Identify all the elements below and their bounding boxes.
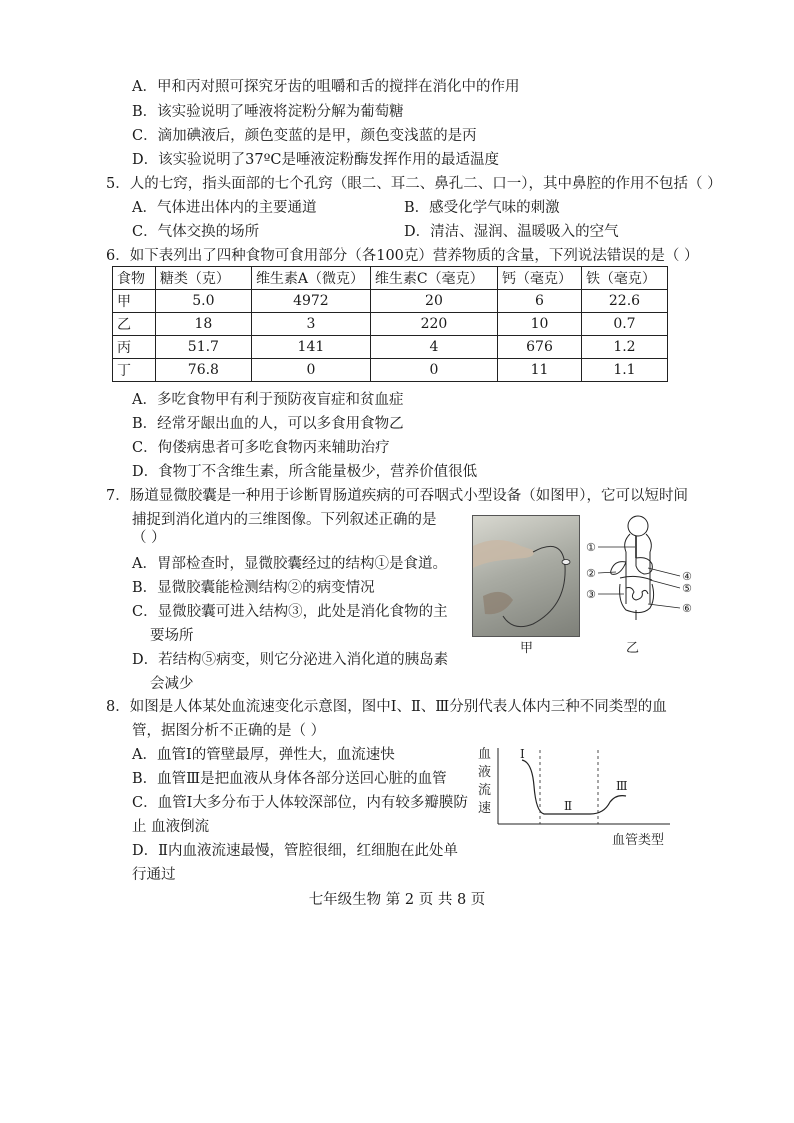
table-header-cell: 食物 — [113, 267, 156, 290]
q7-option-d-line2: 会减少 — [150, 676, 194, 692]
q8-option-d-line1: D．Ⅱ内血液流速最慢，管腔很细，红细胞在此处单 — [132, 843, 458, 859]
table-cell: 丙 — [113, 336, 156, 359]
q5-option-c: C．气体交换的场所 — [132, 224, 260, 240]
table-header-cell: 铁（毫克） — [581, 267, 667, 290]
table-cell: 5.0 — [155, 290, 251, 313]
nutrition-table — [112, 266, 668, 382]
digestive-system-diagram — [586, 512, 696, 640]
table-row — [113, 313, 668, 336]
hand-with-capsule-illustration — [473, 516, 579, 636]
q8-option-a: A．血管Ⅰ的管壁最厚，弹性大，血流速快 — [132, 747, 395, 763]
q7-answer-paren: （ ） — [132, 530, 166, 546]
q7-option-c-line2: 要场所 — [150, 628, 194, 644]
figure-jia-caption: 甲 — [520, 641, 534, 656]
chart-xlabel: 血管类型 — [612, 833, 665, 848]
capsule-photo — [472, 515, 580, 637]
q8-option-c-line2: 止 血液倒流 — [132, 819, 210, 835]
q4-option-d: D．该实验说明了37ºC是唾液淀粉酶发挥作用的最适温度 — [132, 152, 499, 168]
q6-option-b: B．经常牙龈出血的人，可以多食用食物乙 — [132, 416, 404, 432]
chart-seg-label-1: Ⅰ — [520, 747, 525, 761]
page-footer: 七年级生物 第 2 页 共 8 页 — [308, 892, 486, 908]
chart-ylabel-4: 速 — [478, 801, 492, 816]
q7-option-b: B．显微胶囊能检测结构②的病变情况 — [132, 580, 375, 596]
table-cell: 18 — [155, 313, 251, 336]
table-cell: 0 — [251, 359, 370, 382]
table-cell: 乙 — [113, 313, 156, 336]
figure-yi-caption: 乙 — [626, 641, 640, 656]
table-row — [113, 336, 668, 359]
q8-stem-line1: 8．如图是人体某处血流速变化示意图，图中Ⅰ、Ⅱ、Ⅲ分别代表人体内三种不同类型的血 — [106, 699, 667, 715]
q7-stem-line1: 7．肠道显微胶囊是一种用于诊断胃肠道疾病的可吞咽式小型设备（如图甲），它可以短时间 — [106, 488, 688, 504]
q5-option-a: A．气体进出体内的主要通道 — [132, 200, 317, 216]
table-cell: 6 — [498, 290, 582, 313]
table-header-cell: 糖类（克） — [155, 267, 251, 290]
table-cell: 3 — [251, 313, 370, 336]
table-cell: 220 — [370, 313, 497, 336]
q4-option-c: C．滴加碘液后，颜色变蓝的是甲，颜色变浅蓝的是丙 — [132, 128, 477, 144]
q5-option-b: B．感受化学气味的刺激 — [404, 200, 560, 216]
q5-stem: 5．人的七窍，指头面部的七个孔窍（眼二、耳二、鼻孔二、口一），其中鼻腔的作用不包括（ ） — [106, 176, 722, 192]
table-cell: 0 — [370, 359, 497, 382]
table-header-cell: 维生素C（毫克） — [370, 267, 497, 290]
q8-stem-line2: 管，据图分析不正确的是（ ） — [132, 723, 326, 739]
q7-option-d-line1: D．若结构⑤病变，则它分泌进入消化道的胰岛素 — [132, 652, 449, 668]
q4-option-b: B．该实验说明了唾液将淀粉分解为葡萄糖 — [132, 104, 404, 120]
q8-option-d-line2: 行通过 — [132, 867, 176, 883]
q6-option-a: A．多吃食物甲有利于预防夜盲症和贫血症 — [132, 392, 404, 408]
table-cell: 丁 — [113, 359, 156, 382]
table-cell: 141 — [251, 336, 370, 359]
table-row — [113, 290, 668, 313]
table-cell: 1.2 — [581, 336, 667, 359]
chart-seg-label-2: Ⅱ — [564, 799, 573, 813]
table-cell: 10 — [498, 313, 582, 336]
q7-option-a: A．胃部检查时，显微胶囊经过的结构①是食道。 — [132, 556, 447, 572]
diagram-label-3: ③ — [586, 588, 596, 601]
q7-stem-line2: 捕捉到消化道内的三维图像。下列叙述正确的是 — [132, 512, 437, 528]
table-cell: 76.8 — [155, 359, 251, 382]
table-cell: 4 — [370, 336, 497, 359]
q6-option-d: D．食物丁不含维生素，所含能量极少，营养价值很低 — [132, 464, 478, 480]
table-cell: 1.1 — [581, 359, 667, 382]
chart-seg-label-3: Ⅲ — [616, 779, 628, 793]
diagram-label-6: ⑥ — [682, 602, 692, 615]
table-header-cell: 钙（毫克） — [498, 267, 582, 290]
q8-option-c-line1: C．血管Ⅰ大多分布于人体较深部位，内有较多瓣膜防 — [132, 795, 468, 811]
q4-option-a: A．甲和丙对照可探究牙齿的咀嚼和舌的搅拌在消化中的作用 — [132, 79, 520, 95]
q5-option-d: D．清洁、湿润、温暖吸入的空气 — [404, 224, 619, 240]
table-row — [113, 359, 668, 382]
chart-ylabel-2: 液 — [478, 765, 492, 780]
table-header-cell: 维生素A（微克） — [251, 267, 370, 290]
table-cell: 甲 — [113, 290, 156, 313]
diagram-label-1: ① — [586, 541, 596, 554]
diagram-label-4: ④ — [682, 570, 692, 583]
q6-stem: 6．如下表列出了四种食物可食用部分（各100克）营养物质的含量，下列说法错误的是（ ） — [106, 248, 699, 264]
table-header-row — [113, 267, 668, 290]
chart-ylabel-1: 血 — [478, 747, 492, 762]
table-cell: 4972 — [251, 290, 370, 313]
diagram-label-2: ② — [586, 567, 596, 580]
table-cell: 22.6 — [581, 290, 667, 313]
blood-flow-chart — [478, 742, 674, 850]
table-cell: 676 — [498, 336, 582, 359]
q6-option-c: C．佝偻病患者可多吃食物丙来辅助治疗 — [132, 440, 390, 456]
table-cell: 51.7 — [155, 336, 251, 359]
q7-option-c-line1: C．显微胶囊可进入结构③，此处是消化食物的主 — [132, 604, 448, 620]
chart-ylabel-3: 流 — [478, 783, 492, 798]
table-cell: 20 — [370, 290, 497, 313]
chart-flow-curve — [522, 760, 626, 814]
diagram-label-5: ⑤ — [682, 582, 692, 595]
table-cell: 0.7 — [581, 313, 667, 336]
table-cell: 11 — [498, 359, 582, 382]
q8-option-b: B．血管Ⅲ是把血液从身体各部分送回心脏的血管 — [132, 771, 447, 787]
